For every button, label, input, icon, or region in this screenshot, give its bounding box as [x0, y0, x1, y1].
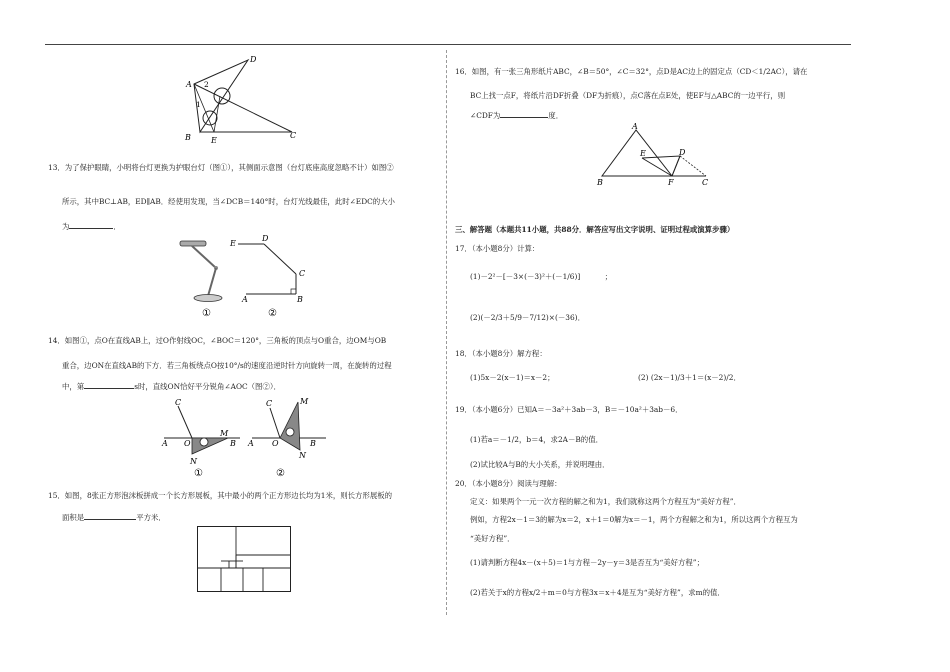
q14-line3a: 中，第 [62, 382, 85, 391]
column-divider [446, 50, 447, 615]
q15-answer-blank[interactable] [84, 512, 136, 520]
q13-label-C: C [299, 269, 306, 278]
q13-label-D: D [262, 234, 269, 243]
q16-label-A: A [632, 122, 638, 131]
q18-part1: (1)5x－2(x－1)＝x－2； [470, 373, 555, 382]
q14-caption-2: ② [276, 468, 285, 479]
q14-fig1-A: A [162, 439, 168, 448]
q20-title: 20．（本小题8分）阅读与理解： [455, 479, 562, 488]
q16-label-D: D [679, 148, 686, 157]
q15-line2b: 平方米． [136, 513, 166, 522]
q14-fig2-M: M [300, 397, 309, 406]
q17-part1-tail: ； [604, 272, 612, 281]
q19-title: 19．（本小题6分）已知A＝－3a²＋3ab－3，B＝－10a²＋3ab－6． [455, 405, 683, 414]
q14-fig1-C: C [175, 398, 182, 407]
q13-figure [172, 232, 322, 320]
q14-line3 [62, 381, 281, 392]
q13-caption-1: ① [202, 308, 211, 319]
q14-caption-1: ① [194, 468, 203, 479]
q13-caption-2: ② [268, 308, 277, 319]
q17-part2-tail: ． [577, 313, 585, 322]
q15-figure [197, 526, 291, 592]
q13-answer-blank[interactable] [69, 221, 113, 229]
header-rule [45, 44, 851, 45]
q17-part2-expr: (2)(－2/3＋5/9－7/12)×(－36) [470, 313, 578, 322]
q19-part1: (1)若a＝－1/2，b＝4，求2A－B的值． [470, 435, 603, 444]
q14-fig1-M: M [220, 429, 229, 438]
q14-line2: 重合，边ON在直线AB的下方．若三角板绕点O按10°/s的速度沿逆时针方向旋转一周，在旋转的过程 [62, 361, 392, 370]
q13-line2: 所示，其中BC⊥AB，ED∥AB．经使用发现，当∠DCB＝140°时，台灯光线最佳，此时∠EDC的大小 [62, 197, 395, 206]
q17-part1-expr: (1)－2²－[－3×(－3)²＋(－1/6)] [470, 272, 581, 281]
q20-part2: (2)若关于x的方程x/2＋m＝0与方程3x＝x＋4是互为“美好方程”，求m的值． [470, 588, 725, 597]
q16-line2: BC上找一点F，将纸片沿DF折叠（DF为折痕），点C落在点E处，使EF与△ABC的一边平行，则 [470, 91, 786, 100]
q18-title: 18．（本小题8分）解方程： [455, 349, 547, 358]
q16-label-C: C [702, 178, 709, 187]
q12-label-A: A [186, 80, 192, 89]
q20-definition-2: 例如，方程2x－1＝3的解为x＝2，x＋1＝0解为x＝－1，两个方程解之和为1，所以这两个方程互为 [470, 515, 798, 524]
q20-definition-1: 定义：如果两个一元一次方程的解之和为1，我们就称这两个方程互为“美好方程”． [470, 497, 741, 506]
q16-answer-blank[interactable] [500, 110, 548, 118]
q15-line2a: 面积是 [62, 513, 85, 522]
q12-label-B: B [185, 133, 191, 142]
q13-tail: ． [113, 222, 121, 231]
q13-line1: 13．为了保护眼睛，小明将台灯更换为护眼台灯（图①），其侧面示意图（台灯底座高度忽略不计）如图② [48, 163, 394, 172]
q15-line2 [62, 512, 166, 523]
q14-fig2-A: A [248, 439, 254, 448]
q14-answer-blank[interactable] [84, 381, 134, 389]
q14-figure [160, 394, 330, 482]
q13-line3 [62, 221, 121, 232]
q16-figure [594, 122, 714, 192]
q16-line3b: 度． [548, 111, 564, 120]
q12-figure [180, 52, 310, 148]
q12-label-1: 1 [196, 100, 201, 109]
q12-label-E: E [211, 136, 217, 145]
q16-label-F: F [668, 178, 674, 187]
q16-label-B: B [597, 178, 603, 187]
q16-line3 [470, 110, 563, 121]
q13-line3-text: 为 [62, 222, 70, 231]
q14-line3b: s时，直线ON恰好平分锐角∠AOC（图②）． [134, 382, 281, 391]
q17-part2 [470, 313, 585, 323]
q14-fig2-N: N [299, 451, 306, 460]
q12-label-C: C [290, 131, 297, 140]
q20-part1: (1)请判断方程4x－(x＋5)＝1与方程－2y－y＝3是否互为“美好方程”； [470, 558, 704, 567]
q15-line1: 15．如图，8张正方形泡沫板拼成一个长方形展板，其中最小的两个正方形边长均为1米，则长方形展板的 [48, 491, 393, 500]
q16-line3a: ∠CDF为 [470, 111, 501, 120]
q19-part2: (2)试比较A与B的大小关系，并说明理由． [470, 460, 610, 469]
q17-part1 [470, 272, 612, 282]
q14-line1: 14．如图①，点O在直线AB上，过O作射线OC，∠BOC＝120°，三角板的顶点与O重合，边OM与OB [48, 336, 387, 345]
q12-label-2: 2 [204, 80, 209, 89]
q14-fig1-N: N [190, 457, 197, 466]
q14-fig1-B: B [230, 439, 236, 448]
q14-fig2-B: B [310, 439, 316, 448]
q13-label-E: E [230, 239, 236, 248]
q16-label-E: E [640, 149, 646, 158]
q13-label-A: A [242, 295, 248, 304]
q12-label-D: D [250, 55, 257, 64]
q16-line1: 16．如图，有一张三角形纸片ABC，∠B＝50°，∠C＝32°，点D是AC边上的固定点（CD＜1/2AC），请在 [455, 67, 808, 76]
section-3-heading: 三、解答题（本题共11小题，共88分．解答应写出文字说明、证明过程或演算步骤） [455, 225, 735, 234]
q14-fig2-O: O [272, 439, 279, 448]
q14-fig1-O: O [184, 439, 191, 448]
q17-title: 17．（本小题8分）计算： [455, 244, 540, 253]
q14-fig2-C: C [266, 399, 273, 408]
q13-label-B: B [297, 295, 303, 304]
q20-definition-3: “美好方程”． [470, 534, 515, 543]
q18-part2: (2) (2x－1)/3＋1＝(x－2)/2． [638, 373, 741, 382]
